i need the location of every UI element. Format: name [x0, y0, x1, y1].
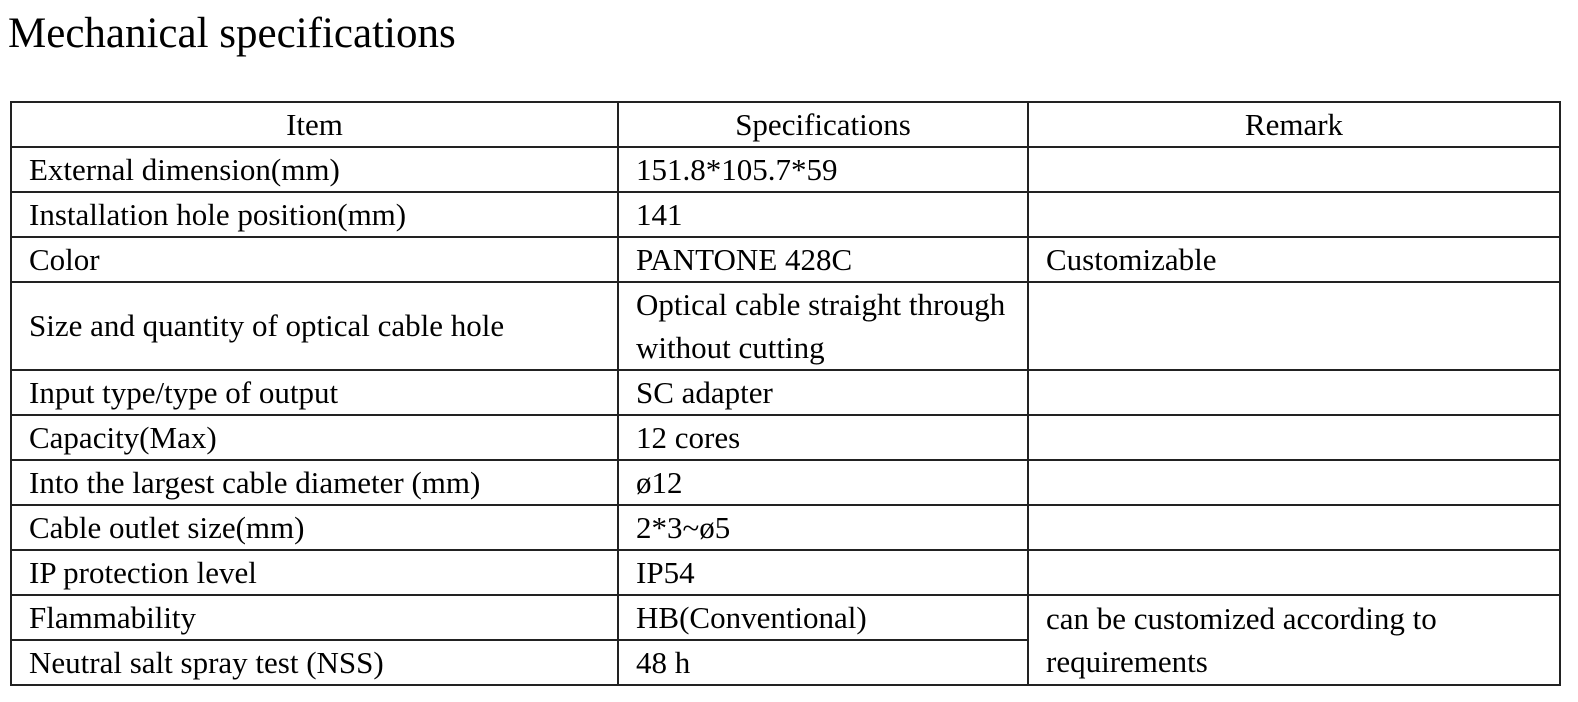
- spec-cell: IP54: [618, 550, 1028, 595]
- spec-cell: ø12: [618, 460, 1028, 505]
- remark-cell: [1028, 370, 1560, 415]
- item-cell: Color: [11, 237, 618, 282]
- header-specifications: Specifications: [618, 102, 1028, 147]
- remark-cell: Customizable: [1028, 237, 1560, 282]
- remark-cell: [1028, 505, 1560, 550]
- spec-cell: Optical cable straight through without cutting: [618, 282, 1028, 370]
- item-cell: Flammability: [11, 595, 618, 640]
- table-row: [11, 460, 1560, 505]
- table-row: [11, 370, 1560, 415]
- item-cell: Into the largest cable diameter (mm): [11, 460, 618, 505]
- spec-cell: 2*3~ø5: [618, 505, 1028, 550]
- table-header-row: [11, 102, 1560, 147]
- header-remark: Remark: [1028, 102, 1560, 147]
- remark-cell: [1028, 415, 1560, 460]
- item-cell: Cable outlet size(mm): [11, 505, 618, 550]
- table-row: [11, 505, 1560, 550]
- spec-cell: 141: [618, 192, 1028, 237]
- table-row: [11, 415, 1560, 460]
- spec-cell: HB(Conventional): [618, 595, 1028, 640]
- item-cell: Capacity(Max): [11, 415, 618, 460]
- spec-cell: 48 h: [618, 640, 1028, 685]
- spec-cell: PANTONE 428C: [618, 237, 1028, 282]
- spec-cell: 151.8*105.7*59: [618, 147, 1028, 192]
- item-cell: Size and quantity of optical cable hole: [11, 282, 618, 370]
- remark-cell: [1028, 147, 1560, 192]
- item-cell: Neutral salt spray test (NSS): [11, 640, 618, 685]
- header-item: Item: [11, 102, 618, 147]
- item-cell: External dimension(mm): [11, 147, 618, 192]
- remark-cell: [1028, 282, 1560, 370]
- table-row: [11, 282, 1560, 370]
- table-row: [11, 192, 1560, 237]
- remark-cell: [1028, 460, 1560, 505]
- table-row: [11, 147, 1560, 192]
- spec-table: [10, 101, 1561, 686]
- page-title: Mechanical specifications: [8, 10, 456, 57]
- remark-cell: [1028, 550, 1560, 595]
- item-cell: Installation hole position(mm): [11, 192, 618, 237]
- remark-cell: can be customized according to requirements: [1028, 595, 1560, 685]
- spec-cell: SC adapter: [618, 370, 1028, 415]
- table-row: [11, 595, 1560, 640]
- item-cell: Input type/type of output: [11, 370, 618, 415]
- table-row: [11, 237, 1560, 282]
- remark-cell: [1028, 192, 1560, 237]
- table-row: [11, 550, 1560, 595]
- spec-cell: 12 cores: [618, 415, 1028, 460]
- item-cell: IP protection level: [11, 550, 618, 595]
